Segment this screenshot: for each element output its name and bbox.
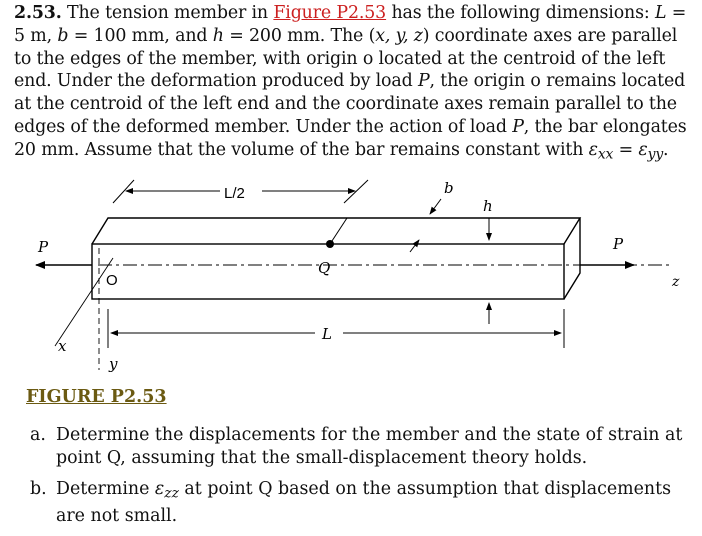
b-arrow-top xyxy=(430,199,441,214)
label-L-half: L/2 xyxy=(224,185,245,202)
figure-caption: FIGURE P2.53 xyxy=(26,387,167,407)
problem-statement: 2.53. The tension member in Figure P2.53 has the following dimensions: L = 5 m, b = 100 mm, and h = 200 mm. The (x, y, z) coordinate axes are parallel to the edges of the member, with origin o located at the centroid of the left end. Under the deformation produced by load P, the origin o remains located at the centroid of the left end and the coordinate axes remain parallel to the edges of the deformed member. Under the action of load P, the bar elongates 20 mm. Assume that the volume of the bar remains constant with $\varepsilon_{xx} = \varepsilon_{yy}$. xyxy=(14,3,687,163)
label-y: y xyxy=(109,355,118,373)
label-Q: Q xyxy=(318,259,331,277)
bar-top-face xyxy=(92,218,580,244)
point-Q xyxy=(326,240,334,248)
problem-number: 2.53. xyxy=(14,3,62,23)
x-axis xyxy=(55,258,113,346)
label-x: x xyxy=(58,337,67,355)
figure-link[interactable]: Figure P2.53 xyxy=(273,3,387,23)
label-L: L xyxy=(322,325,332,343)
part-a: a. Determine the displacements for the member and the state of strain at point Q, assuming that the small-displacement theory holds. xyxy=(30,425,683,468)
label-O: O xyxy=(106,272,118,289)
label-P-left: P xyxy=(38,238,49,256)
question-parts xyxy=(30,424,690,536)
part-b: b. Determine $\varepsilon_{zz}$ at point Q based on the assumption that displacements are not small. xyxy=(30,479,672,526)
label-P-right: P xyxy=(613,235,624,253)
tension-member-figure xyxy=(0,170,702,380)
b-arrow-bottom xyxy=(410,240,419,252)
label-b: b xyxy=(444,179,454,197)
label-z: z xyxy=(672,274,680,290)
label-h: h xyxy=(483,197,493,215)
